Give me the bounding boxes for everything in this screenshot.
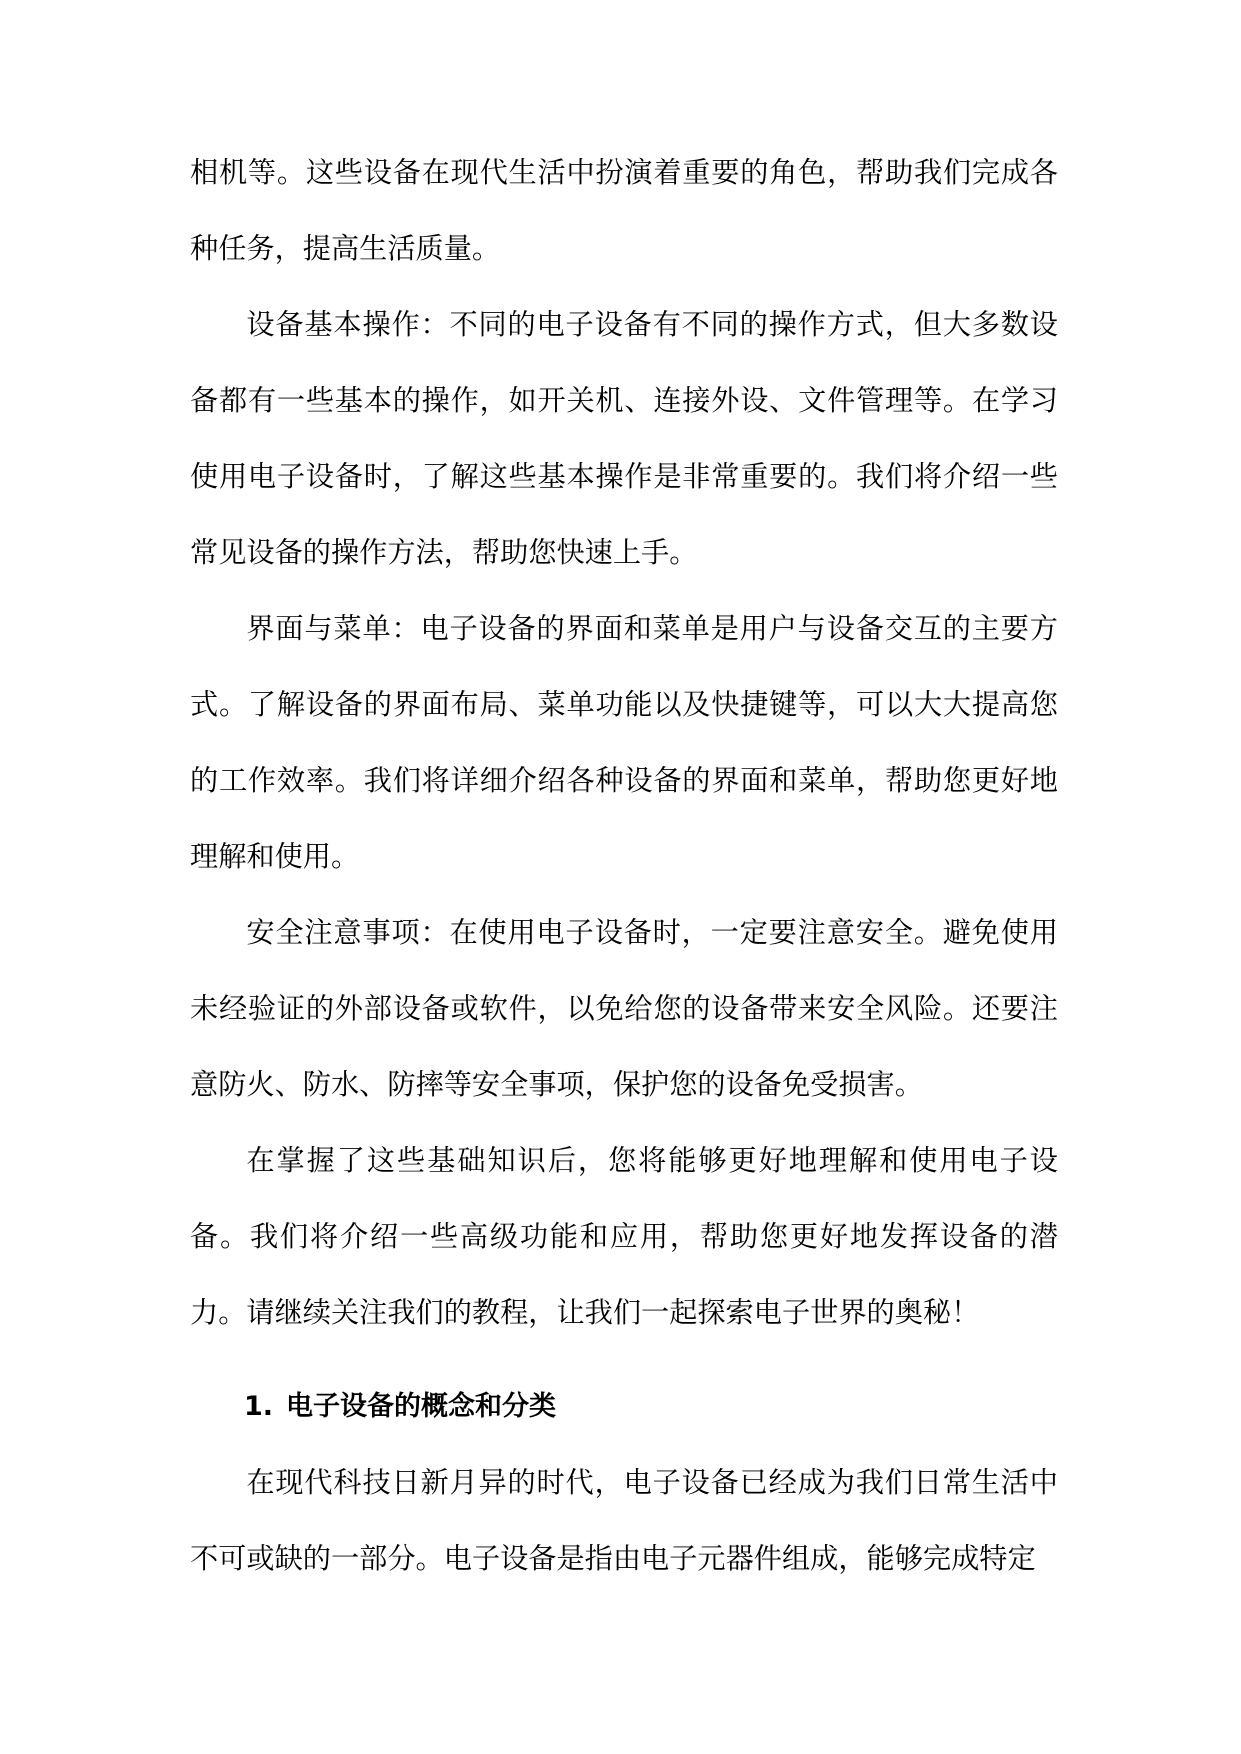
document-body (190, 135, 1058, 1597)
paragraph-conclusion: 在掌握了这些基础知识后，您将能够更好地理解和使用电子设备。我们将介绍一些高级功能和应用，帮助您更好地发挥设备的潜力。请继续关注我们的教程，让我们一起探索电子世界的奥秘！ (190, 1144, 1058, 1329)
paragraph-continuation: 相机等。这些设备在现代生活中扮演着重要的角色，帮助我们完成各种任务，提高生活质量。 (190, 156, 1058, 265)
paragraph-safety-notes: 安全注意事项：在使用电子设备时，一定要注意安全。避免使用未经验证的外部设备或软件，以免给您的设备带来安全风险。还要注意防火、防水、防摔等安全事项，保护您的设备免受损害。 (190, 916, 1058, 1101)
section-heading (190, 1369, 1058, 1445)
paragraph-interface-menu: 界面与菜单：电子设备的界面和菜单是用户与设备交互的主要方式。了解设备的界面布局、菜单功能以及快捷键等，可以大大提高您的工作效率。我们将详细介绍各种设备的界面和菜单，帮助您更好地理解和使用。 (190, 612, 1058, 873)
paragraph-section-intro: 在现代科技日新月异的时代，电子设备已经成为我们日常生活中不可或缺的一部分。电子设备是指由电子元器件组成，能够完成特定 (190, 1466, 1058, 1575)
paragraph-basic-operations: 设备基本操作：不同的电子设备有不同的操作方式，但大多数设备都有一些基本的操作，如开关机、连接外设、文件管理等。在学习使用电子设备时，了解这些基本操作是非常重要的。我们将介绍一些常见设备的操作方法，帮助您快速上手。 (190, 308, 1058, 569)
section-title: 电子设备的概念和分类 (286, 1391, 556, 1422)
section-number: 1. (244, 1391, 274, 1422)
